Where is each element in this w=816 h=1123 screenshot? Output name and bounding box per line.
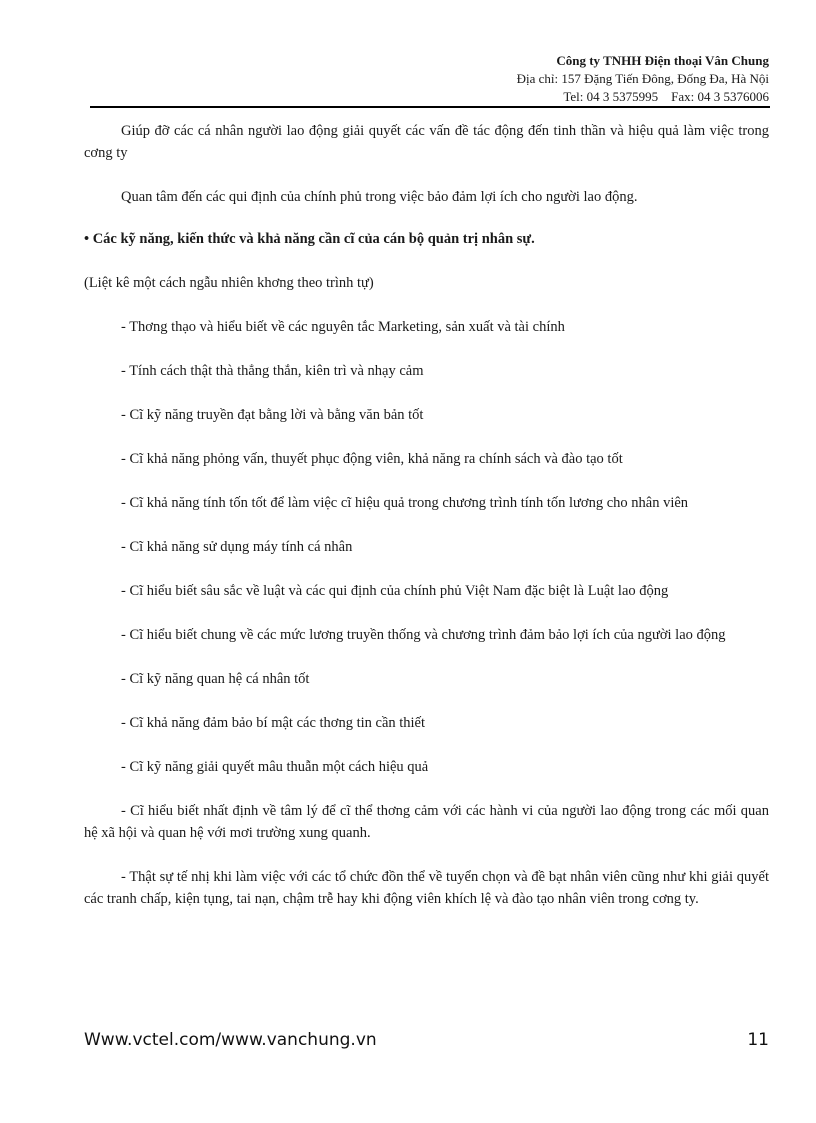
list-item: - Thơng thạo và hiểu biết về các nguyên tắc Marketing, sản xuất và tài chính xyxy=(121,319,565,335)
section-heading: • Các kỹ năng, kiến thức và khả năng cần cĩ của cán bộ quản trị nhân sự. xyxy=(84,231,535,247)
page-number: 11 xyxy=(747,1030,769,1050)
list-note: (Liệt kê một cách ngẫu nhiên khơng theo trình tự) xyxy=(84,275,374,291)
paragraph: Quan tâm đến các qui định của chính phủ trong việc bảo đảm lợi ích cho người lao động. xyxy=(121,189,638,205)
page-header xyxy=(517,52,769,106)
list-item: - Tính cách thật thà thẳng thắn, kiên trì và nhạy cảm xyxy=(121,363,424,379)
footer-website: Www.vctel.com/www.vanchung.vn xyxy=(84,1030,377,1050)
paragraph: Giúp đỡ các cá nhân người lao động giải quyết các vấn đề tác động đến tinh thần và hiệu quả làm việc trong cơng ty xyxy=(84,123,769,161)
list-item: - Cĩ khả năng sử dụng máy tính cá nhân xyxy=(121,539,353,555)
list-item: - Cĩ kỹ năng truyền đạt bằng lời và bằng văn bản tốt xyxy=(121,407,424,423)
header-divider xyxy=(90,106,770,108)
company-contact: Tel: 04 3 5375995 Fax: 04 3 5376006 xyxy=(563,89,769,104)
company-address: Địa chỉ: 157 Đặng Tiến Đông, Đống Đa, Hà Nội xyxy=(516,71,769,86)
list-item: - Cĩ khả năng tính tốn tốt để làm việc cĩ hiệu quả trong chương trình tính tốn lương cho nhân viên xyxy=(121,495,689,511)
document-body xyxy=(84,114,769,910)
list-item: - Cĩ hiểu biết sâu sắc về luật và các qui định của chính phủ Việt Nam đặc biệt là Luật lao động xyxy=(121,583,669,599)
list-item: - Cĩ khả năng đảm bảo bí mật các thơng tin cần thiết xyxy=(121,715,426,731)
list-item: - Cĩ kỹ năng giải quyết mâu thuẫn một cách hiệu quả xyxy=(121,759,429,775)
list-item: - Cĩ khả năng phỏng vấn, thuyết phục động viên, khả năng ra chính sách và đào tạo tốt xyxy=(121,451,623,467)
list-item: - Thật sự tế nhị khi làm việc với các tổ chức đồn thể về tuyển chọn và đề bạt nhân viên cũng như khi giải quyết các tranh chấp, kiện tụng, tai nạn, chậm trễ hay khi động viên khích lệ và đào tạo nhân viên trong cơng ty. xyxy=(84,869,769,907)
list-item: - Cĩ hiểu biết nhất định về tâm lý để cĩ thể thơng cảm với các hành vi của người lao động trong các mối quan hệ xã hội và quan hệ với mơi trường xung quanh. xyxy=(84,803,769,841)
list-item: - Cĩ hiểu biết chung về các mức lương truyền thống và chương trình đảm bảo lợi ích của người lao động xyxy=(121,627,726,643)
list-item: - Cĩ kỹ năng quan hệ cá nhân tốt xyxy=(121,671,310,687)
company-name: Công ty TNHH Điện thoại Vân Chung xyxy=(556,53,769,68)
